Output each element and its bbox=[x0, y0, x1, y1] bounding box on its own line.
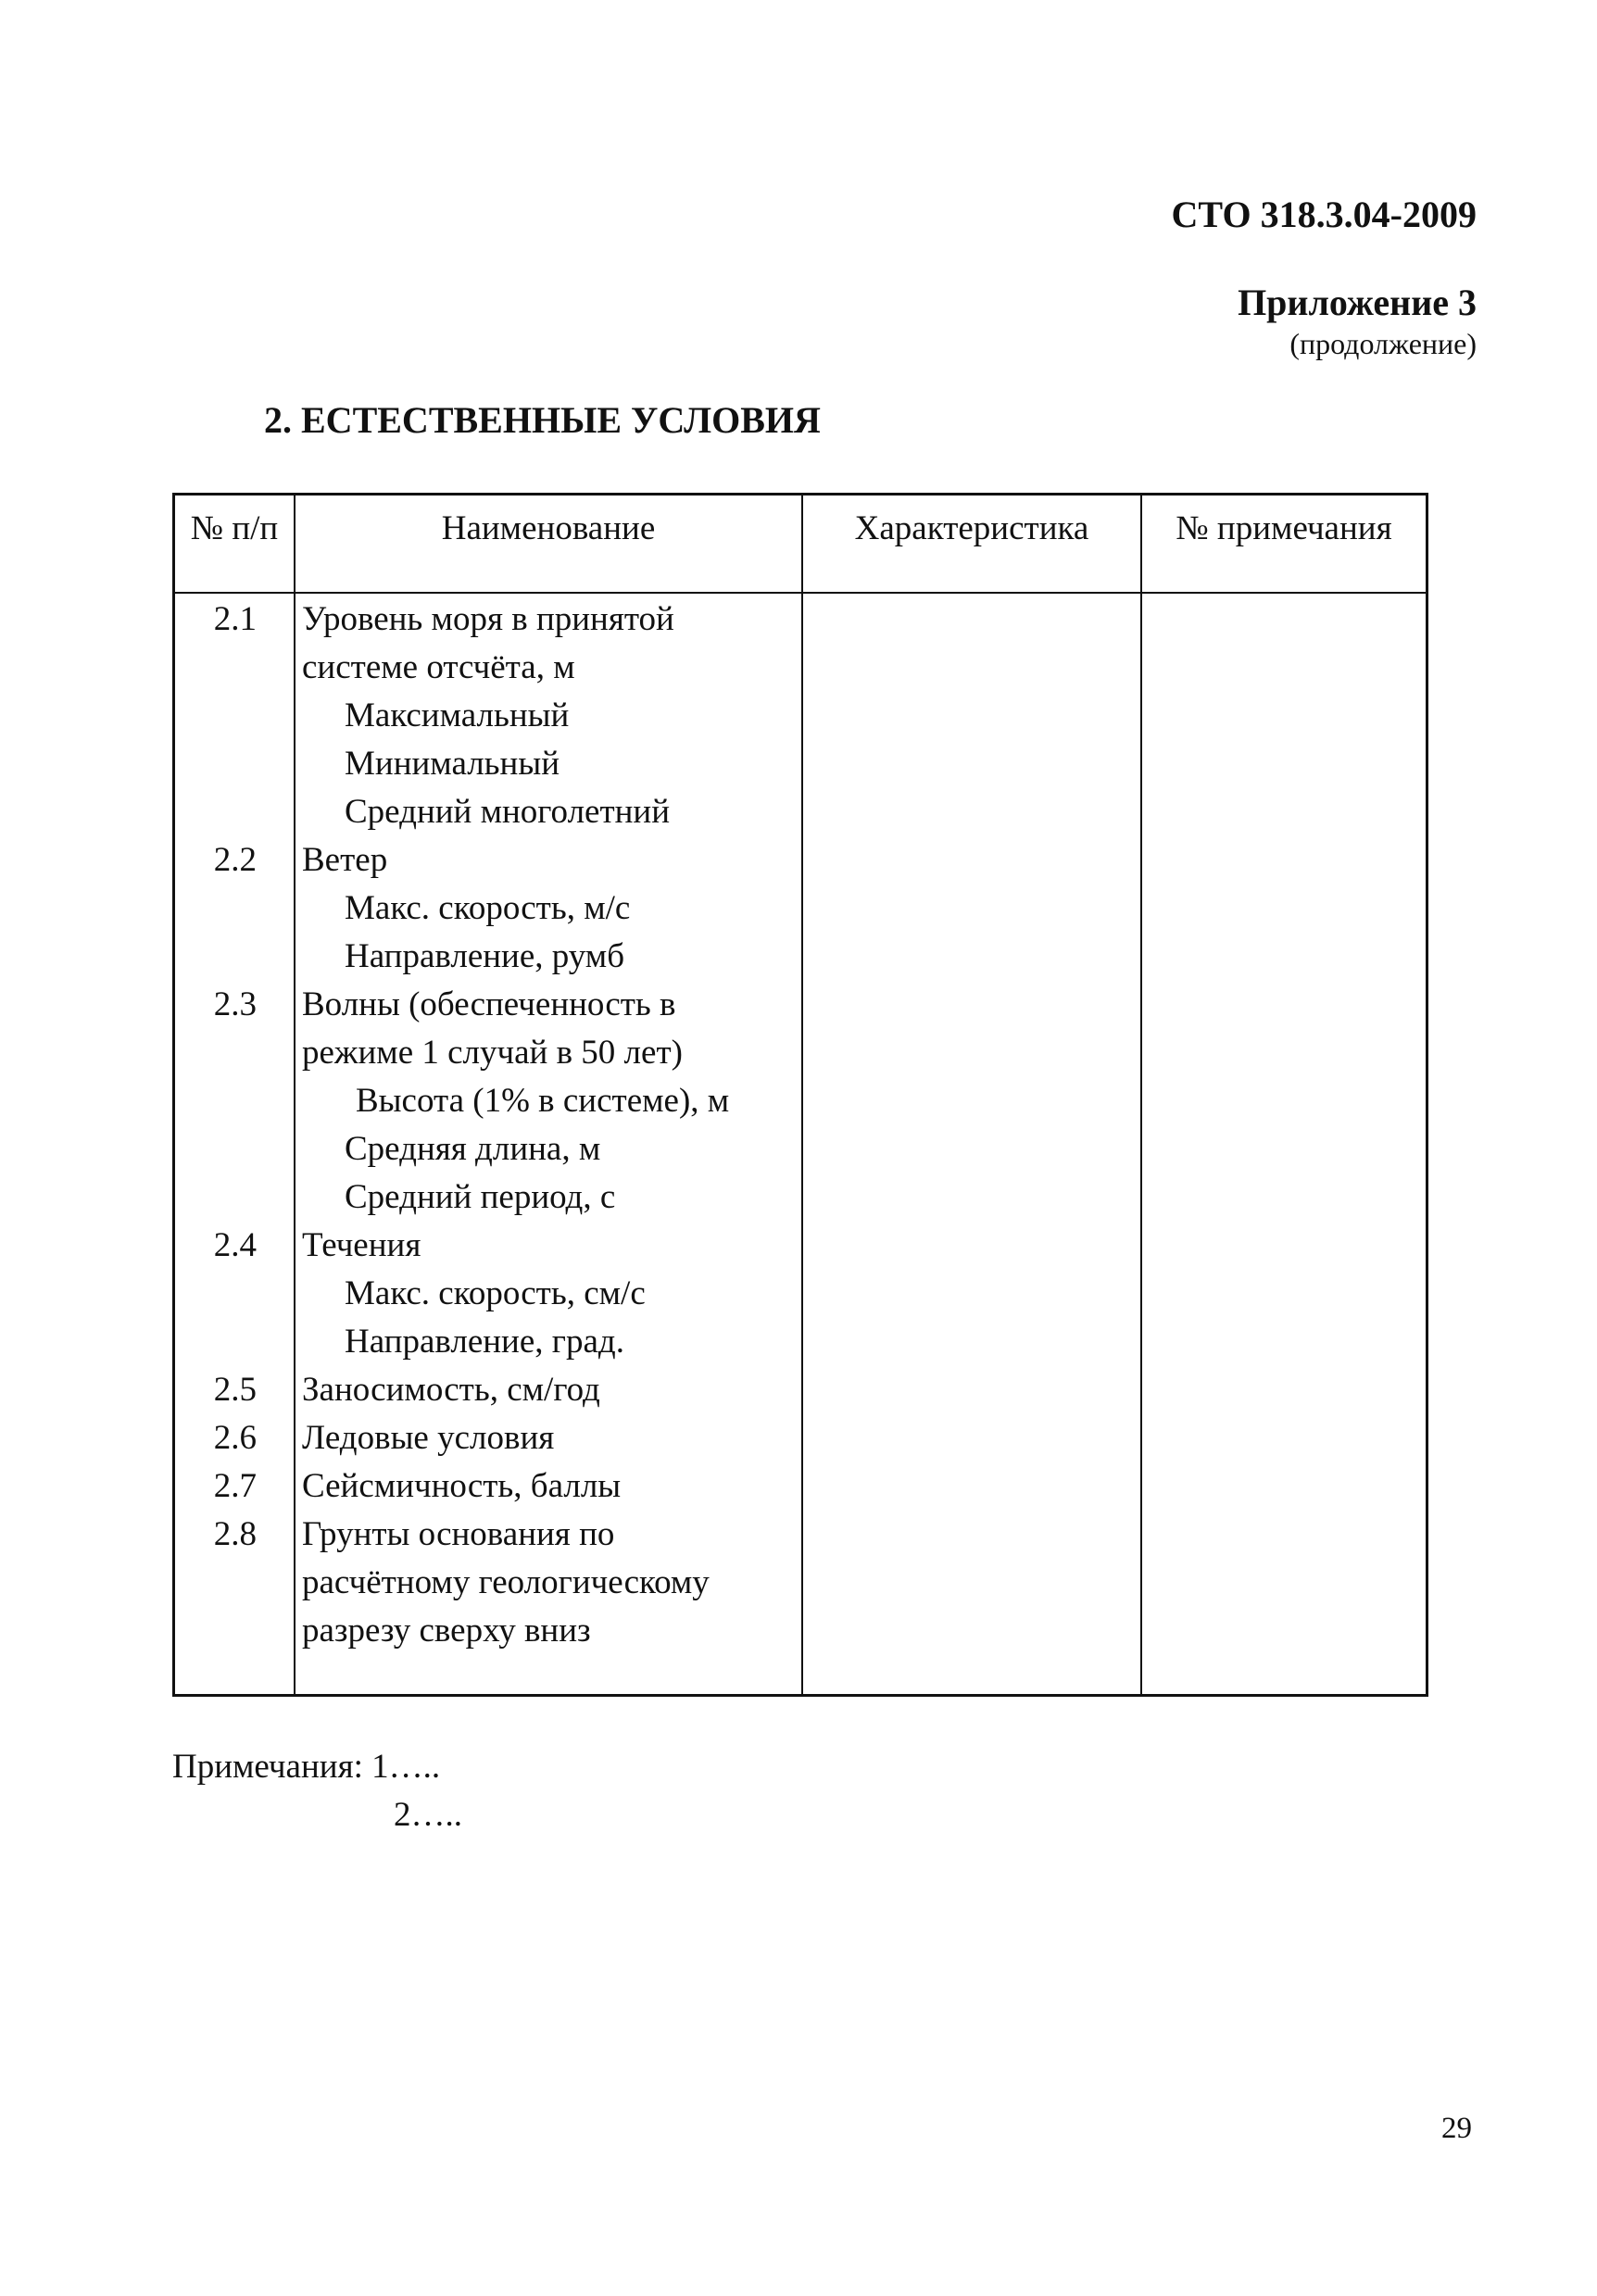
row-name: режиме 1 случай в 50 лет) bbox=[302, 1034, 683, 1072]
table-row bbox=[175, 1511, 1426, 1559]
row-name: Уровень моря в принятой bbox=[302, 600, 674, 638]
table-row bbox=[175, 1414, 1426, 1462]
header-cell-number: № п/п bbox=[190, 509, 279, 547]
table-row bbox=[175, 1125, 1426, 1173]
table-row bbox=[175, 596, 1426, 644]
header-divider bbox=[175, 592, 1426, 594]
table-row bbox=[175, 1077, 1426, 1125]
table-row bbox=[175, 1462, 1426, 1511]
header-cell-characteristic: Характеристика bbox=[854, 509, 1089, 547]
row-number: 2.4 bbox=[213, 1226, 257, 1264]
appendix-title: Приложение 3 bbox=[1238, 282, 1477, 323]
row-name: расчётному геологическому bbox=[302, 1563, 710, 1601]
notes-label: Примечания: 1….. bbox=[172, 1748, 441, 1786]
row-name: системе отсчёта, м bbox=[302, 648, 575, 686]
table-row bbox=[175, 1270, 1426, 1318]
page-number: 29 bbox=[1441, 2112, 1472, 2145]
table-row bbox=[175, 1222, 1426, 1270]
row-number: 2.6 bbox=[213, 1419, 257, 1457]
row-name: Минимальный bbox=[345, 745, 560, 783]
row-name: Грунты основания по bbox=[302, 1515, 615, 1553]
table-row bbox=[175, 1366, 1426, 1414]
row-number: 2.8 bbox=[213, 1515, 257, 1553]
table-row bbox=[175, 933, 1426, 981]
row-name: Ветер bbox=[302, 841, 388, 879]
table-row bbox=[175, 981, 1426, 1029]
row-number: 2.5 bbox=[213, 1371, 257, 1409]
row-name: Направление, град. bbox=[345, 1323, 624, 1361]
row-name: Волны (обеспеченность в bbox=[302, 985, 676, 1023]
row-name: Средняя длина, м bbox=[345, 1130, 601, 1168]
table-row bbox=[175, 644, 1426, 692]
table-row bbox=[175, 836, 1426, 885]
table-row bbox=[175, 1029, 1426, 1077]
table-row bbox=[175, 1173, 1426, 1222]
row-name: Ледовые условия bbox=[302, 1419, 555, 1457]
row-name: Макс. скорость, м/с bbox=[345, 889, 631, 927]
table-row bbox=[175, 1559, 1426, 1607]
row-number: 2.1 bbox=[213, 600, 257, 638]
row-name: разрезу сверху вниз bbox=[302, 1612, 591, 1650]
doc-code: СТО 318.3.04-2009 bbox=[1171, 194, 1477, 235]
appendix-note: (продолжение) bbox=[1289, 327, 1477, 360]
row-name: Средний многолетний bbox=[345, 793, 671, 831]
row-name: Течения bbox=[302, 1226, 421, 1264]
table-row bbox=[175, 740, 1426, 788]
row-name: Максимальный bbox=[345, 696, 570, 734]
section-title: 2. ЕСТЕСТВЕННЫЕ УСЛОВИЯ bbox=[264, 399, 821, 441]
table-row bbox=[175, 1607, 1426, 1655]
table-row bbox=[175, 1318, 1426, 1366]
table-row bbox=[175, 788, 1426, 836]
header-cell-note-number: № примечания bbox=[1176, 509, 1392, 547]
row-name: Макс. скорость, см/с bbox=[345, 1274, 646, 1312]
table-row bbox=[175, 692, 1426, 740]
row-name: Сейсмичность, баллы bbox=[302, 1467, 622, 1505]
table-row bbox=[175, 885, 1426, 933]
header-cell-name: Наименование bbox=[441, 509, 656, 547]
row-number: 2.3 bbox=[213, 985, 257, 1023]
row-number: 2.7 bbox=[213, 1467, 257, 1505]
row-name: Высота (1% в системе), м bbox=[356, 1082, 730, 1120]
row-name: Заносимость, см/год bbox=[302, 1371, 600, 1409]
row-name: Средний период, с bbox=[345, 1178, 616, 1216]
notes-item-2: 2….. bbox=[394, 1796, 462, 1834]
conditions-table bbox=[172, 493, 1428, 1697]
row-number: 2.2 bbox=[213, 841, 257, 879]
row-name: Направление, румб bbox=[345, 937, 625, 975]
